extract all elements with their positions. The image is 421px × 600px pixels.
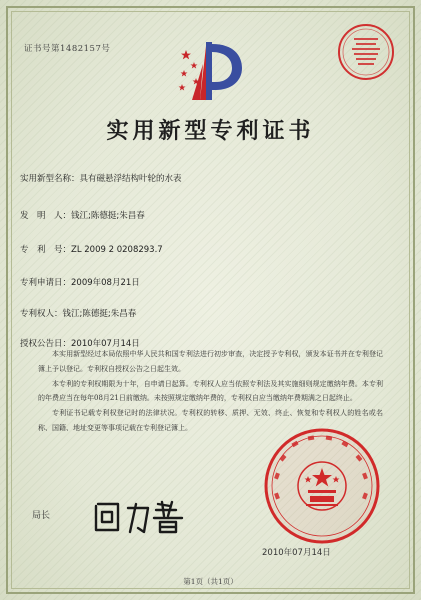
body-paragraph: 专利证书记载专利权登记时的法律状况。专利权的转移、质押、无效、终止、恢复和专利权人的姓名或名称、国籍、地址变更等事项记载在专利登记簿上。 [38, 409, 383, 432]
field-value: 2009年08月21日 [71, 278, 140, 288]
sipo-emblem-icon [172, 36, 246, 104]
certificate-number: 证书号第1482157号 [24, 44, 111, 54]
field-inventors [20, 209, 145, 221]
field-label: 发 明 人： [20, 211, 72, 221]
page-number: 第1页（共1页） [183, 577, 238, 586]
field-value: 钱江;陈德挺;朱昌春 [62, 309, 137, 319]
field-label: 专利申请日： [20, 278, 72, 288]
field-value: 钱江;陈德挺;朱昌春 [71, 211, 145, 221]
field-patent-number [20, 243, 163, 255]
national-ip-office-seal-icon [262, 426, 382, 546]
field-label: 授权公告日： [20, 339, 72, 349]
field-label: 专利权人： [20, 309, 63, 319]
field-patentee [20, 307, 136, 319]
body-paragraph: 本实用新型经过本局依照中华人民共和国专利法进行初步审查，决定授予专利权，颁发本证书并在专利登记簿上予以登记。专利权自授权公告之日起生效。 [38, 350, 383, 373]
field-utility-model-name [20, 172, 182, 184]
seal-date: 2010年07月14日 [262, 548, 331, 558]
director-label: 局长 [32, 511, 51, 521]
body-paragraph: 本专利的专利权期限为十年，自申请日起算。专利权人应当依照专利法及其实施细则规定缴纳年费。本专利的年费应当在每年08月21日前缴纳。未按照规定缴纳年费的，专利权自应当缴纳年费期满之日起终止。 [38, 379, 383, 403]
director-signature-icon [92, 496, 188, 536]
field-value: ZL 2009 2 0208293.7 [71, 245, 163, 255]
field-label: 专 利 号： [20, 245, 72, 255]
official-stamp-icon [336, 22, 396, 82]
field-value: 2010年07月14日 [71, 339, 140, 349]
field-application-date [20, 276, 140, 288]
certificate-title: 实用新型专利证书 [106, 118, 315, 144]
field-label: 实用新型名称： [20, 174, 80, 184]
field-value: 具有磁悬浮结构叶轮的水表 [79, 174, 182, 184]
certificate-body [38, 347, 383, 436]
